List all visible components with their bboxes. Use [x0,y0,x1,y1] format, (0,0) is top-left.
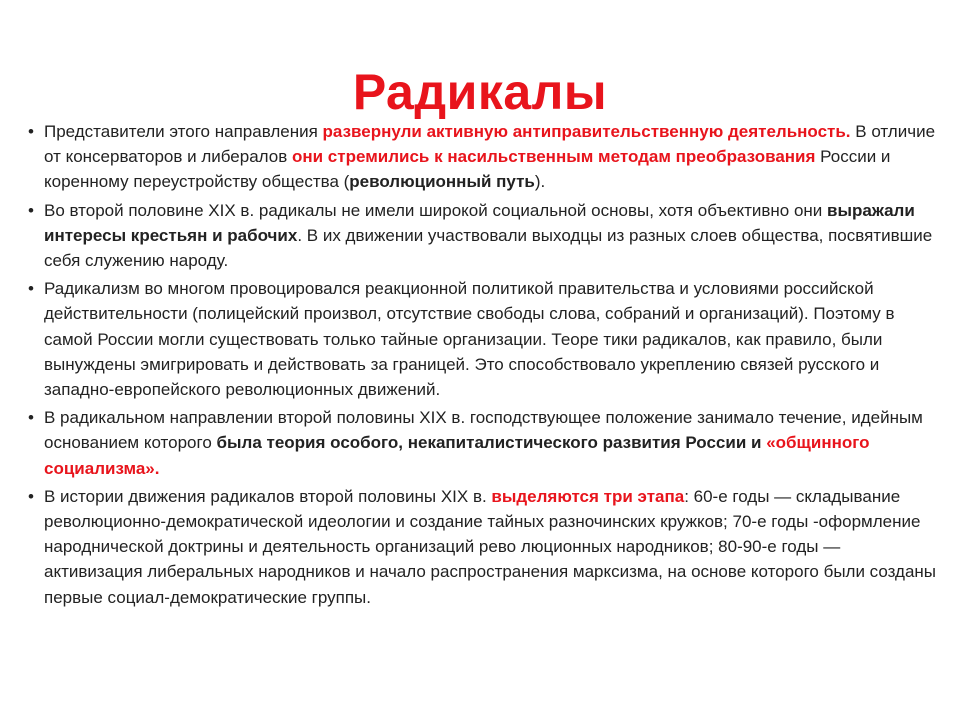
bullet-text: В истории движения радикалов второй половины XIX в. [44,486,492,506]
page-title: Радикалы [352,64,608,120]
bullet-item [26,119,938,195]
bullet-text: . В их движении участвовали выходцы из разных слоев общества, посвятившие себя служению народу. [44,225,933,271]
bullet-dot-icon: • [28,200,34,220]
bullet-item [26,405,938,481]
bullet-item [26,198,938,274]
bullet-text: России и коренному переустройству общества ( [44,147,891,192]
bullet-item [26,276,938,402]
bullet-text: Радикализм во многом провоцировался реакционной политикой правительства и условиями российской действительности (полицейский произвол, отсутствие свободы слова, собраний и организаций). Поэтому в самой России могли существовать только тайные организации. Теоре тики радикалов, как правило, были вынуждены эмигрировать и действовать за границей. Это способствовало укреплению связей русского и западно-европейского революционных движений. [44,279,895,400]
bullet-text-highlight: выделяются три этапа [491,486,685,506]
bullet-text: ). [534,172,546,192]
bullet-dot-icon: • [28,408,34,428]
bullet-text-highlight: «общинного социализма». [44,433,870,478]
bullet-text-bold: была теория особого, некапиталистического развития России и [216,433,767,453]
bullet-text-highlight: они стремились к насильственным методам преобразования [291,147,816,167]
bullet-text-bold: выражали интересы крестьян и рабочих [44,200,915,245]
bullet-text: : 60-е годы — складывание революционно-демократической идеологии и создание тайных разночинских кружков; 70-е годы -оформление народнической доктрины и деятельность организаций рево люционных народников; 80-90-е годы — активизация либеральных народников и начало распространения марксизма, на основе которого были созданы первые социал-демократические группы. [44,486,937,607]
bullet-item [26,484,938,610]
bullet-list [26,119,938,613]
bullet-text: Во второй половине XIX в. радикалы не имели широкой социальной основы, хотя объективно они [44,200,828,220]
bullet-text-bold: революционный путь [349,172,535,192]
bullet-dot-icon: • [28,279,34,299]
bullet-dot-icon: • [28,486,34,506]
bullet-text-highlight: развернули активную антиправительственную деятельность. [322,122,851,141]
bullet-text: В отличие от консерваторов и либералов [44,122,936,167]
bullet-dot-icon: • [28,122,34,141]
bullet-text: Представители этого направления [44,122,323,141]
bullet-text: В радикальном направлении второй половины XIX в. господствующее положение занимало течение, идейным основанием которого [44,408,923,453]
